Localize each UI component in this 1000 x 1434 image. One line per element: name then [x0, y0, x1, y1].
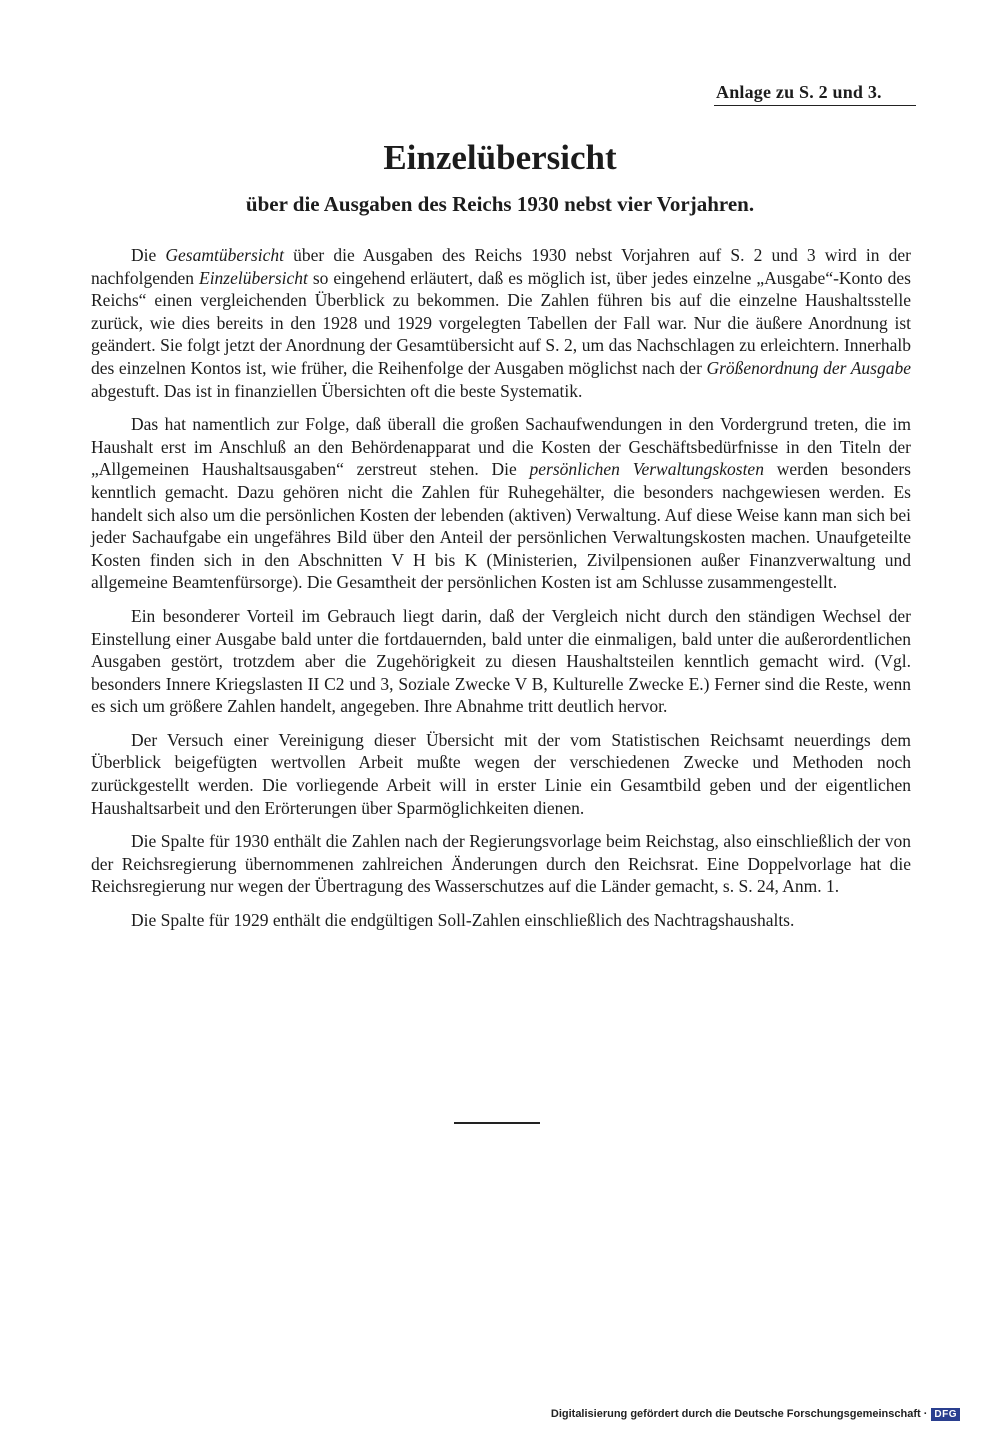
paragraph-text: über die Ausgaben des Reichs 1930 nebst Vorjahren auf S. 2 und 3 wird in der nachfolgenden: [91, 245, 911, 288]
page-subtitle: über die Ausgaben des Reichs 1930 nebst vier Vorjahren.: [245, 192, 755, 216]
body-paragraph: [91, 909, 911, 932]
body-paragraph: [91, 729, 911, 819]
paragraph-text: Die: [131, 245, 166, 265]
emphasis-text: Gesamtübersicht: [165, 245, 285, 265]
end-rule: [454, 1122, 540, 1124]
body-paragraph: [91, 830, 911, 898]
paragraph-text: abgestuft. Das ist in finanziellen Übersichten oft die beste Systematik.: [91, 380, 583, 401]
footer-credit: Digitalisierung gefördert durch die Deutsche Forschungsgemeinschaft ·: [550, 1408, 928, 1420]
body-paragraph: [91, 244, 911, 402]
body-paragraph: [91, 413, 911, 594]
body-text: [91, 244, 911, 943]
emphasis-text: Größenordnung der Ausgabe: [706, 357, 911, 378]
page-title: Einzelübersicht: [383, 138, 617, 177]
emphasis-text: persönlichen Verwaltungskosten: [529, 459, 764, 480]
dfg-logo-icon: DFG: [931, 1408, 960, 1421]
footer: [551, 1404, 960, 1424]
emphasis-text: Einzelübersicht: [199, 267, 308, 288]
body-paragraph: [91, 605, 911, 718]
paragraph-text: Das hat namentlich zur Folge, daß überall die großen Sachaufwendungen in den Vordergrund treten, die im Haushalt erst im Anschluß an den Behördenapparat und die Kosten der Geschäftsbedürfnisse in den Titeln der „Allgemeinen Haushaltsausgaben“ zerstreut stehen. Die: [91, 414, 911, 480]
paragraph-text: werden besonders kenntlich gemacht. Dazu gehören nicht die Zahlen für Ruhegehälter, die besonders nachgewiesen werden. Es handelt sich also um die persönlichen Kosten der lebenden (aktiven) Verwaltung. Auf diese Weise kann man sich bei jeder Sachaufgabe ein ungefähres Bild über den Anteil der persönlichen Verwaltungskosten machen. Unaufgeteilte Kosten finden sich in den Abschnitten V H bis K (Ministerien, Zivilpensionen außer Finanzverwaltung und allgemeine Beamtenfürsorge). Die Gesamtheit der persönlichen Kosten ist am Schlusse zusammengestellt.: [91, 459, 911, 593]
header-rule: [714, 105, 916, 106]
paragraph-text: Der Versuch einer Vereinigung dieser Übersicht mit der vom Statistischen Reichsamt neuerdings dem Überblick beigefügten wertvollen Arbeit mußte wegen der verschiedenen Zwecke und Methoden noch zurückgestellt werden. Die vorliegende Arbeit will in erster Linie ein Gesamtbild geben und der eigentlichen Haushaltsarbeit und den Erörterungen über Sparmöglichkeiten dienen.: [91, 729, 911, 818]
paragraph-text: Ein besonderer Vorteil im Gebrauch liegt darin, daß der Vergleich nicht durch den ständigen Wechsel der Einstellung einer Ausgabe bald unter die fortdauernden, bald unter die einmaligen, bald unter die außerordentlichen Ausgaben gestört, trotzdem aber die Zugehörigkeit zu diesen Haushaltsteilen kenntlich gemacht wird. (Vgl. besonders Innere Kriegslasten II C2 und 3, Soziale Zwecke V B, Kulturelle Zwecke E.) Ferner sind die Reste, wenn es sich um größere Zahlen handelt, angegeben. Ihre Abnahme tritt deutlich hervor.: [91, 605, 911, 717]
paragraph-text: Die Spalte für 1930 enthält die Zahlen nach der Regierungsvorlage beim Reichstag, also einschließlich der von der Reichsregierung übernommenen zahlreichen Änderungen durch den Reichsrat. Eine Doppelvorlage hat die Reichsregierung nur wegen der Übertragung des Wasserschutzes auf die Länder gemacht, s. S. 24, Anm. 1.: [91, 831, 911, 897]
paragraph-text: Die Spalte für 1929 enthält die endgültigen Soll-Zahlen einschließlich des Nachtragshaushalts.: [131, 910, 795, 931]
appendix-reference: Anlage zu S. 2 und 3.: [716, 82, 882, 102]
paragraph-text: so eingehend erläutert, daß es möglich ist, über jedes einzelne „Ausgabe“-Konto des Reichs“ einen vergleichenden Überblick zu bekommen. Die Zahlen führen bis auf die einzelne Haushaltsstelle zurück, wie dies bereits in den 1928 und 1929 vorgelegten Tabellen der Fall war. Nur die äußere Anordnung ist geändert. Sie folgt jetzt der Anordnung der Gesamtübersicht auf S. 2, um das Nachschlagen zu erleichtern. Innerhalb des einzelnen Kontos ist, wie früher, die Reihenfolge der Ausgaben möglichst nach der: [91, 267, 911, 378]
